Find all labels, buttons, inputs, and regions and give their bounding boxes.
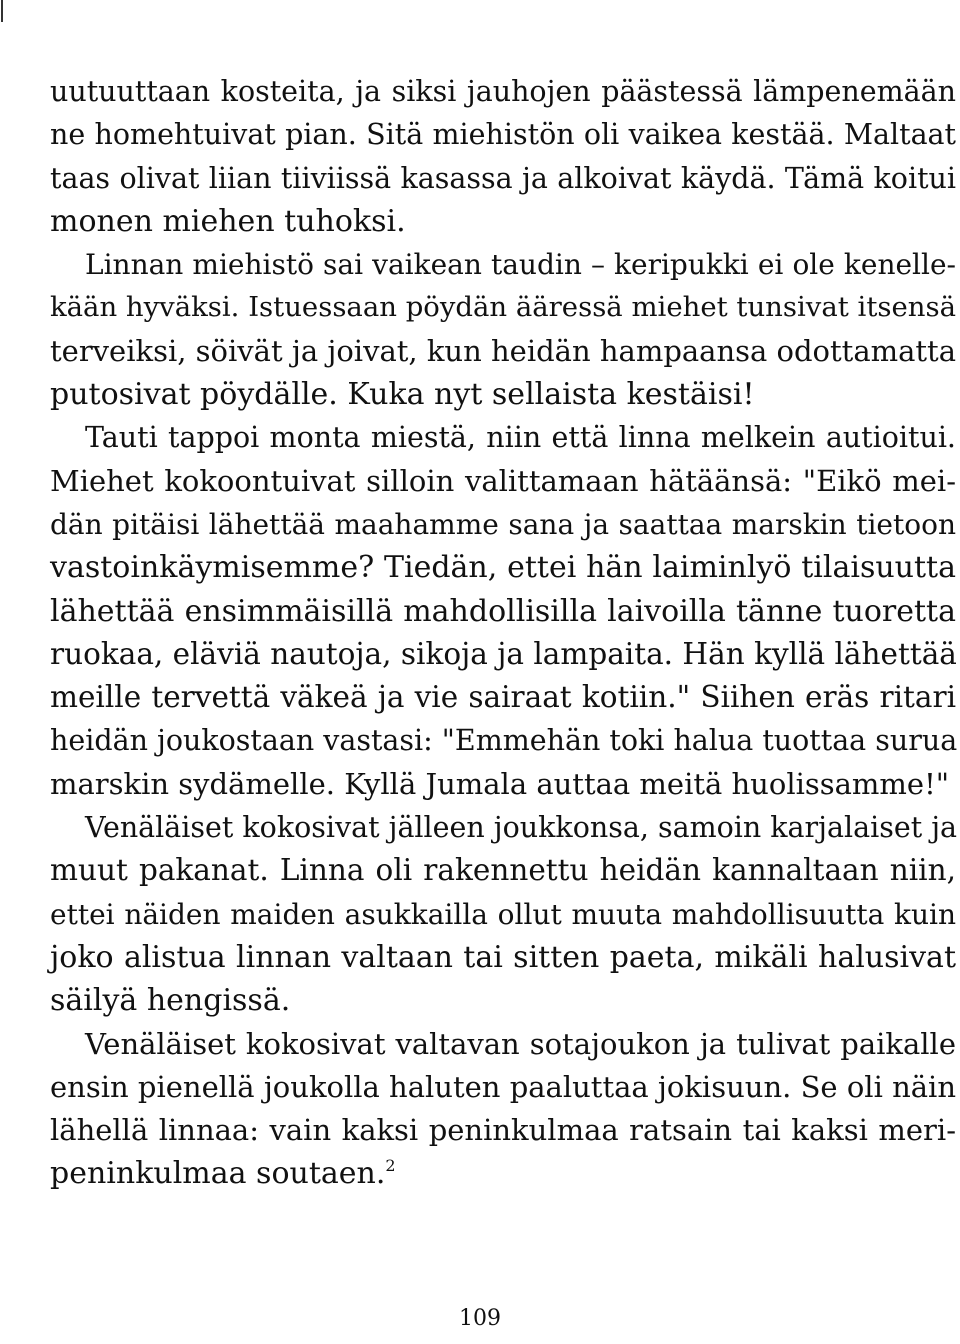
- text-line: ettei näiden maiden asukkailla ollut muuta mahdollisuutta kuin: [50, 897, 956, 931]
- text-line: Linnan miehistö sai vaikean taudin – keripukki ei ole kenelle-: [85, 248, 956, 282]
- text-line: Tauti tappoi monta miestä, niin että linna melkein autioitui.: [85, 421, 956, 455]
- text-line: Miehet kokoontuivat silloin valittamaan hätäänsä: "Eikö mei-: [50, 463, 956, 498]
- text-line: uutuuttaan kosteita, ja siksi jauhojen päästessä lämpenemään: [50, 75, 956, 108]
- text-line-content: peninkulmaa soutaen.: [50, 1156, 386, 1192]
- text-line: ensin pienellä joukolla haluten paaluttaa jokisuun. Se oli näin: [50, 1069, 956, 1104]
- footnote-reference: 2: [385, 1156, 396, 1176]
- text-line: joko alistua linnan valtaan tai sitten paeta, mikäli halusivat: [50, 939, 956, 975]
- text-line: muut pakanat. Linna oli rakennettu heidän kannaltaan niin,: [50, 853, 956, 888]
- text-line: marskin sydämelle. Kyllä Jumala auttaa meitä huolissamme!": [50, 766, 950, 801]
- text-line-last: [50, 1152, 956, 1195]
- scan-edge-mark: [1, 0, 3, 22]
- page-number: 109: [459, 1306, 501, 1331]
- text-line: Venäläiset kokosivat valtavan sotajoukon ja tulivat paikalle: [85, 1026, 956, 1061]
- text-line: Venäläiset kokosivat jälleen joukkonsa, samoin karjalaiset ja: [85, 811, 958, 845]
- text-line: ne homehtuivat pian. Sitä miehistön oli vaikea kestää. Maltaat: [50, 118, 956, 152]
- text-line: säilyä hengissä.: [50, 983, 291, 1019]
- text-line: dän pitäisi lähettää maahamme sana ja saattaa marskin tietoon: [50, 507, 956, 541]
- body-text: [50, 70, 956, 1196]
- text-line: vastoinkäymisemme? Tiedän, ettei hän laiminlyö tilaisuutta: [50, 550, 956, 586]
- text-line: putosivat pöydälle. Kuka nyt sellaista kestäisi!: [50, 377, 755, 413]
- text-line: meille tervettä väkeä ja vie sairaat kotiin." Siihen eräs ritari: [50, 680, 956, 715]
- text-line: taas olivat liian tiiviissä kasassa ja alkoivat käydä. Tämä koitui: [50, 161, 956, 195]
- text-line: terveiksi, söivät ja joivat, kun heidän hampaansa odottamatta: [50, 333, 956, 368]
- text-line: lähellä linnaa: vain kaksi peninkulmaa ratsain tai kaksi meri-: [50, 1113, 956, 1148]
- text-line: monen miehen tuhoksi.: [50, 203, 406, 239]
- text-line: lähettää ensimmäisillä mahdollisilla laivoilla tänne tuoretta: [50, 593, 956, 629]
- text-line: ruokaa, eläviä nautoja, sikoja ja lampaita. Hän kyllä lähettää: [50, 636, 957, 671]
- text-line: heidän joukostaan vastasi: "Emmehän toki halua tuottaa surua: [50, 724, 958, 758]
- text-line: kään hyväksi. Istuessaan pöydän ääressä miehet tunsivat itsensä: [50, 291, 956, 324]
